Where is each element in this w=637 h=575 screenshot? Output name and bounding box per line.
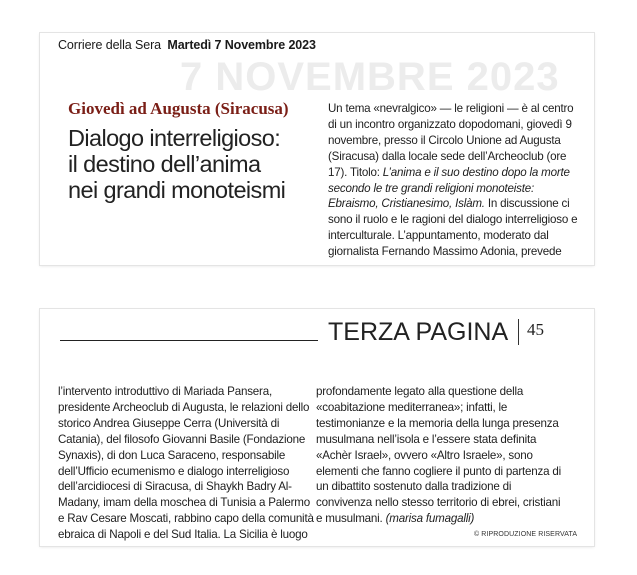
body-line: convivenza nello stesso territorio di ebrei, cristiani (316, 496, 561, 510)
article-clip-top (40, 33, 594, 265)
article-body-column-right (316, 384, 578, 527)
body-line: dell’Ufficio ecumenismo e dialogo interreligioso (58, 464, 290, 478)
event-title-line: secondo le tre grandi religioni monoteiste: (328, 181, 535, 195)
background-date-watermark: 7 NOVEMBRE 2023 (180, 55, 560, 99)
headline-line: nei grandi monoteismi (68, 177, 286, 203)
page-number: 45 (527, 320, 544, 339)
body-line: storico Andrea Giuseppe Cerra (Università di (58, 416, 280, 430)
headline-line: il destino dell’anima (68, 151, 261, 177)
body-line: «Achèr Israel», ovvero «Altro Israele», sono (316, 448, 533, 462)
body-line: (Siracusa) dalla locale sede dell’Archeoclub (ore (328, 149, 567, 163)
section-title: TERZA PAGINA (328, 318, 509, 346)
body-line (316, 511, 578, 527)
newspaper-name: Corriere della Sera (58, 38, 162, 52)
body-line: ebraica di Napoli e del Sud Italia. La Sicilia è luogo (58, 528, 308, 542)
body-line: musulmana nell’isola e l’essere stata definita (316, 432, 537, 446)
copyright-notice: © RIPRODUZIONE RISERVATA (474, 531, 578, 538)
body-line: di un incontro organizzato dopodomani, giovedì 9 (328, 117, 572, 131)
article-body-intro (328, 101, 590, 260)
event-title: L’anima e il suo destino dopo la morte (382, 165, 570, 179)
body-line (328, 196, 590, 212)
article-clip-bottom (40, 309, 594, 546)
article-body-column-left (58, 384, 313, 543)
body-line: interculturale. L’appuntamento, moderato dal (328, 229, 549, 243)
section-rule (60, 340, 318, 341)
body-text: In discussione ci (484, 197, 570, 211)
event-title: Ebraismo, Cristianesimo, Islàm. (328, 197, 485, 211)
body-line: giornalista Fernando Massimo Adonia, prevede (328, 245, 562, 259)
headline-line: Dialogo interreligioso: (68, 125, 281, 151)
body-line: profondamente legato alla questione della (316, 385, 524, 398)
body-line (328, 165, 590, 181)
body-line: dell’arcidiocesi di Siracusa, di Shaykh Badry Al- (58, 480, 292, 494)
body-line: novembre, presso il Circolo Unione ad Augusta (328, 133, 561, 147)
body-text: e musulmani. (316, 512, 386, 526)
article-kicker: Giovedì ad Augusta (Siracusa) (68, 99, 289, 118)
body-line: un dibattito sostenuto dalla tradizione di (316, 480, 512, 494)
body-line: testimonianze e la memoria della lunga presenza (316, 416, 559, 430)
body-line: «coabitazione mediterranea»; infatti, le (316, 400, 508, 414)
body-line: presidente Archeoclub di Augusta, le relazioni dello (58, 400, 310, 414)
body-line: Madany, imam della moschea di Tunisia a Palermo (58, 496, 311, 510)
author-signature: (marisa fumagalli) (385, 512, 475, 526)
body-line: e Rav Cesare Moscati, rabbino capo della comunità (58, 512, 314, 526)
body-line: Catania), del filosofo Giovanni Basile (Fondazione (58, 432, 306, 446)
article-headline (68, 125, 323, 203)
body-line: elementi che fanno cogliere il punto di partenza di (316, 464, 562, 478)
body-text: 17). Titolo: (328, 165, 383, 179)
issue-date: Martedì 7 Novembre 2023 (167, 38, 316, 52)
body-line: sono il ruolo e le ragioni del dialogo interreligioso e (328, 213, 578, 227)
body-line: l’intervento introduttivo di Mariada Pansera, (58, 385, 272, 398)
body-line: Synaxis), di don Luca Saraceno, responsabile (58, 448, 286, 462)
section-divider (518, 319, 519, 345)
masthead (58, 38, 316, 52)
body-line: Un tema «nevralgico» — le religioni — è al centro (328, 102, 574, 115)
